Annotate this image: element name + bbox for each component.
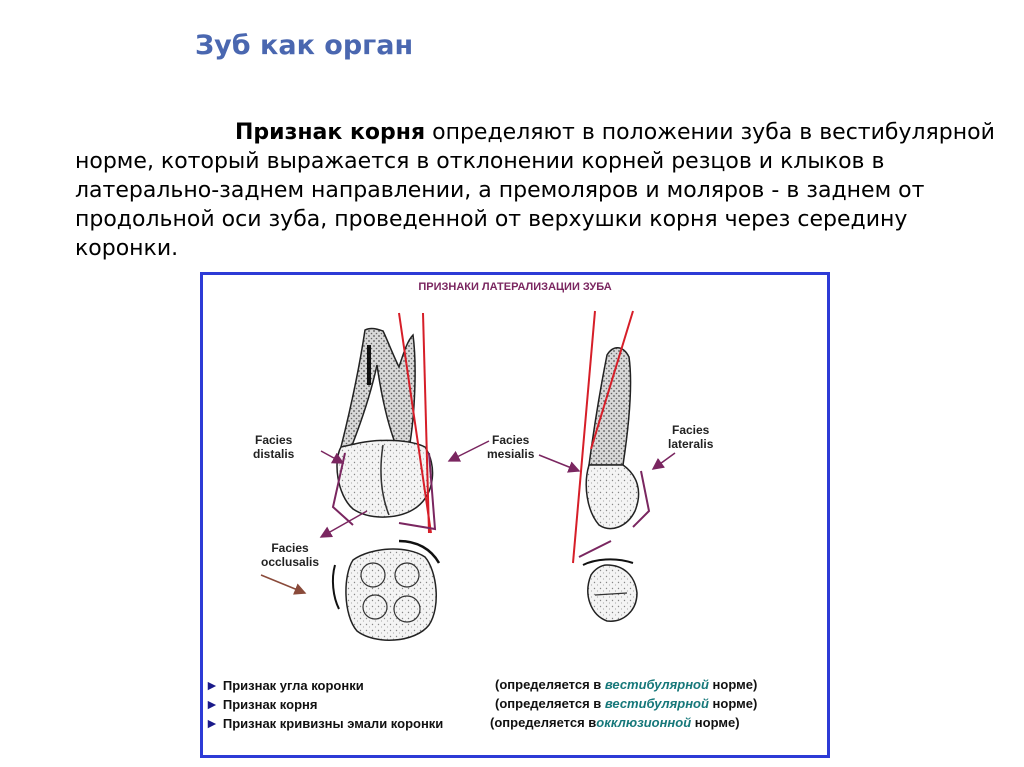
body-paragraph <box>75 118 1015 263</box>
occlusal-pointer-line <box>321 511 367 537</box>
page-title: Зуб как орган <box>195 30 414 61</box>
lateralis-arrow <box>653 453 675 469</box>
legend-item-root: ► Признак корня (определяется в вестибулярной норме) <box>205 696 758 712</box>
mesialis-arrow-left <box>449 441 489 461</box>
triangle-bullet-icon: ► <box>205 715 219 731</box>
legend-note: (определяется в вестибулярной норме) <box>495 677 758 692</box>
legend-note: (определяется вокклюзионной норме) <box>490 715 740 730</box>
legend-item-crown-angle: ► Признак угла коронки (определяется в вестибулярной норме) <box>205 677 758 693</box>
incisor-axis-line <box>573 311 595 563</box>
occlusalis-arrow <box>261 575 305 593</box>
paragraph-term: Признак корня <box>235 120 426 145</box>
incisor-angle-line <box>579 541 611 557</box>
label-facies-distalis: Facies distalis <box>253 433 295 461</box>
mesialis-arrow-right <box>539 455 579 471</box>
figure-frame <box>200 272 830 758</box>
molar-tooth <box>337 328 433 517</box>
triangle-bullet-icon: ► <box>205 677 219 693</box>
label-facies-mesialis: Facies mesialis <box>487 433 535 461</box>
incisor-occlusal-view <box>583 559 637 621</box>
label-facies-occlusalis: Facies occlusalis <box>261 541 320 569</box>
label-facies-lateralis: Facies lateralis <box>668 423 714 451</box>
molar-occlusal-view <box>333 541 439 640</box>
legend-note: (определяется в вестибулярной норме) <box>495 696 758 711</box>
teeth-diagram <box>203 275 827 675</box>
paragraph-text: определяют в положении зуба в вестибулярной норме, который выражается в отклонении корней резцов и клыков в латерально-заднем направлении, а премоляров и моляров - в заднем от продольной оси зуба, проведенной от верхушки корня через середину коронки. <box>75 120 995 261</box>
triangle-bullet-icon: ► <box>205 696 219 712</box>
legend-item-enamel-curvature: ► Признак кривизны эмали коронки (определяется вокклюзионной норме) <box>205 715 740 731</box>
figure-title: ПРИЗНАКИ ЛАТЕРАЛИЗАЦИИ ЗУБА <box>418 281 612 293</box>
